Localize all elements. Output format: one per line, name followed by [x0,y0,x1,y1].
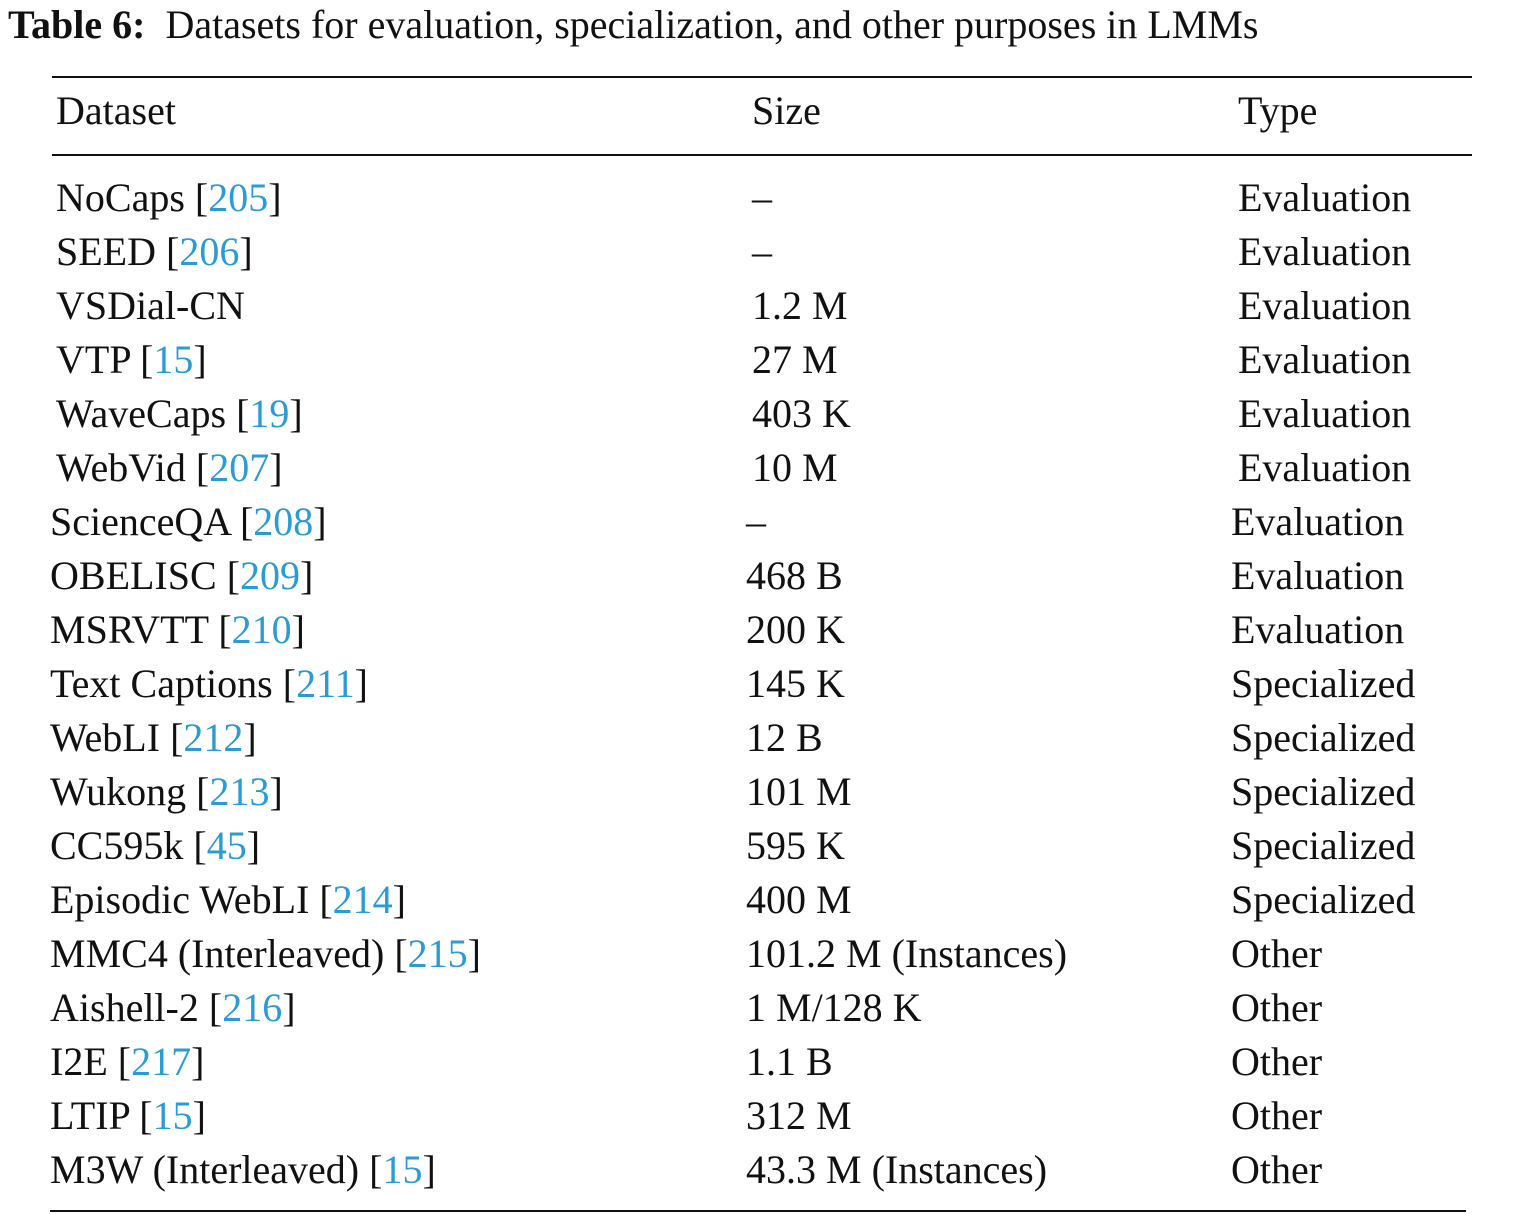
dataset-name: WebLI [50,715,161,760]
dataset-name: LTIP [50,1093,130,1138]
type-cell: Other [1231,985,1323,1030]
size-cell: 101 M [746,769,852,814]
citation-link[interactable]: 207 [209,445,270,490]
citation-link[interactable]: 15 [152,1093,193,1138]
size-cell: 12 B [746,715,823,760]
size-cell: 200 K [746,607,845,652]
type-cell: Specialized [1231,769,1416,814]
dataset-name: Aishell-2 [50,985,199,1030]
dataset-cell: WaveCaps [19] [56,391,303,436]
type-cell: Specialized [1231,715,1416,760]
table-row [0,765,1516,819]
dataset-name: Wukong [50,769,187,814]
size-cell: 595 K [746,823,845,868]
dataset-cell: WebVid [207] [56,445,283,490]
citation-link[interactable]: 205 [208,175,269,220]
table-row [0,1089,1516,1143]
dataset-name: CC595k [50,823,184,868]
dataset-name: M3W (Interleaved) [50,1147,360,1192]
table-row [0,549,1516,603]
type-cell: Evaluation [1238,337,1412,382]
table-caption [8,0,1259,52]
dataset-name: ScienceQA [50,499,230,544]
dataset-name: MSRVTT [50,607,209,652]
dataset-cell: SEED [206] [56,229,253,274]
table-row [0,603,1516,657]
table-row [0,819,1516,873]
size-cell: 145 K [746,661,845,706]
size-cell: 1.1 B [746,1039,833,1084]
type-cell: Evaluation [1238,283,1412,328]
citation-link[interactable]: 19 [249,391,290,436]
citation-link[interactable]: 15 [382,1147,423,1192]
citation-link[interactable]: 213 [209,769,270,814]
dataset-name: MMC4 (Interleaved) [50,931,385,976]
dataset-name: Episodic WebLI [50,877,310,922]
table-row [0,1035,1516,1089]
table-row [0,279,1516,333]
type-cell: Evaluation [1231,553,1405,598]
dataset-cell: CC595k [45] [50,823,261,868]
table-row [0,711,1516,765]
table-header-row [0,84,1516,138]
dataset-cell: M3W (Interleaved) [15] [50,1147,436,1192]
size-cell: 10 M [752,445,838,490]
type-cell: Other [1231,1039,1323,1084]
type-cell: Other [1231,1147,1323,1192]
size-cell: 43.3 M (Instances) [746,1147,1048,1192]
citation-link[interactable]: 210 [231,607,292,652]
type-cell: Evaluation [1231,499,1405,544]
table-row [0,981,1516,1035]
type-cell: Other [1231,1093,1323,1138]
dataset-name: WebVid [56,445,186,490]
citation-link[interactable]: 216 [222,985,283,1030]
dataset-cell: Aishell-2 [216] [50,985,296,1030]
bottom-rule [50,1210,1466,1212]
size-cell: 312 M [746,1093,852,1138]
header-rule [52,154,1472,156]
size-cell: – [752,175,772,220]
size-cell: – [746,499,766,544]
citation-link[interactable]: 45 [206,823,247,868]
table-row [0,387,1516,441]
citation-link[interactable]: 212 [183,715,244,760]
size-cell: 101.2 M (Instances) [746,931,1068,976]
size-cell: 403 K [752,391,851,436]
table-row [0,333,1516,387]
dataset-name: I2E [50,1039,108,1084]
size-cell: 1.2 M [752,283,848,328]
dataset-name: Text Captions [50,661,273,706]
citation-link[interactable]: 211 [296,661,355,706]
citation-link[interactable]: 209 [240,553,301,598]
dataset-cell: Wukong [213] [50,769,283,814]
dataset-name: WaveCaps [56,391,227,436]
type-cell: Specialized [1231,877,1416,922]
dataset-name: OBELISC [50,553,217,598]
table-row [0,657,1516,711]
caption-label: Table 6: [8,2,146,47]
header-size: Size [752,88,821,133]
dataset-cell: WebLI [212] [50,715,257,760]
type-cell: Evaluation [1238,445,1412,490]
citation-link[interactable]: 214 [332,877,393,922]
type-cell: Evaluation [1238,229,1412,274]
dataset-cell: I2E [217] [50,1039,205,1084]
dataset-cell: ScienceQA [208] [50,499,327,544]
caption-text: Datasets for evaluation, specialization, and other purposes in LMMs [165,2,1259,47]
header-type: Type [1238,88,1318,133]
dataset-cell: NoCaps [205] [56,175,282,220]
table-row [0,495,1516,549]
type-cell: Specialized [1231,661,1416,706]
size-cell: – [752,229,772,274]
type-cell: Evaluation [1231,607,1405,652]
citation-link[interactable]: 206 [179,229,240,274]
dataset-cell: MSRVTT [210] [50,607,305,652]
size-cell: 1 M/128 K [746,985,922,1030]
table-row [0,1143,1516,1197]
table-row [0,873,1516,927]
dataset-cell: VTP [15] [56,337,207,382]
dataset-cell: Text Captions [211] [50,661,368,706]
table-row [0,225,1516,279]
dataset-name: NoCaps [56,175,185,220]
table-row [0,441,1516,495]
dataset-name: VSDial-CN [56,283,245,328]
type-cell: Other [1231,931,1323,976]
type-cell: Evaluation [1238,391,1412,436]
dataset-cell: MMC4 (Interleaved) [215] [50,931,481,976]
dataset-cell: Episodic WebLI [214] [50,877,406,922]
dataset-name: VTP [56,337,131,382]
type-cell: Specialized [1231,823,1416,868]
table-row [0,171,1516,225]
size-cell: 400 M [746,877,852,922]
size-cell: 468 B [746,553,843,598]
dataset-cell: LTIP [15] [50,1093,206,1138]
dataset-name: SEED [56,229,156,274]
citation-link[interactable]: 217 [131,1039,192,1084]
table-row [0,927,1516,981]
type-cell: Evaluation [1238,175,1412,220]
size-cell: 27 M [752,337,838,382]
citation-link[interactable]: 208 [253,499,314,544]
citation-link[interactable]: 215 [407,931,468,976]
header-dataset: Dataset [56,88,176,133]
citation-link[interactable]: 15 [153,337,194,382]
dataset-cell: OBELISC [209] [50,553,314,598]
dataset-cell [56,279,245,333]
top-rule [52,76,1472,78]
